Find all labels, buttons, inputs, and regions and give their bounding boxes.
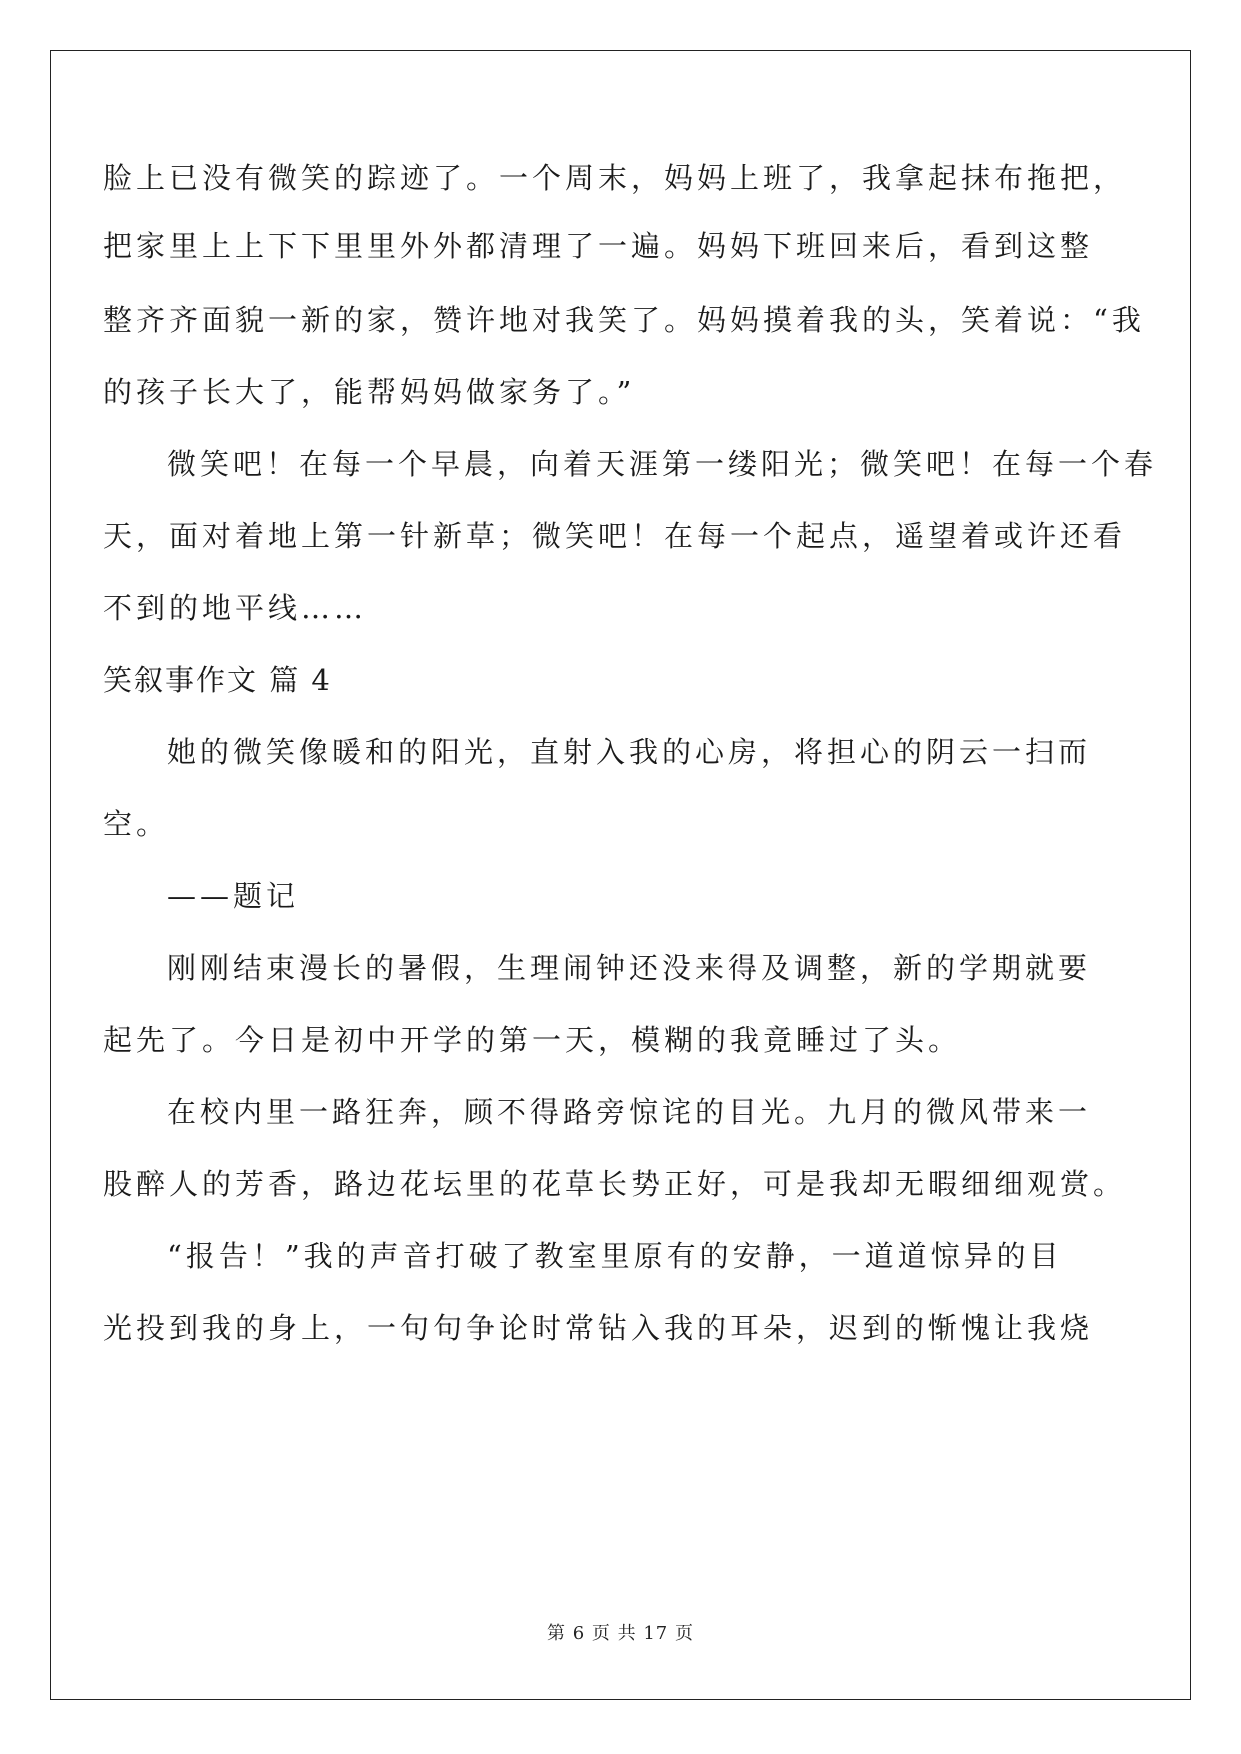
- paragraph-first-line: 微笑吧！在每一个早晨，向着天涯第一缕阳光；微笑吧！在每一个春: [167, 447, 1158, 481]
- paragraph-first-line: 她的微笑像暖和的阳光，直射入我的心房，将担心的阴云一扫而: [167, 735, 1092, 769]
- body-line: 不到的地平线……: [103, 591, 368, 625]
- paragraph-first-line: “报告！”我的声音打破了教室里原有的安静，一道道惊异的目: [167, 1239, 1063, 1273]
- body-line: 起先了。今日是初中开学的第一天，模糊的我竟睡过了头。: [103, 1023, 962, 1057]
- body-line: 把家里上上下下里里外外都清理了一遍。妈妈下班回来后，看到这整: [103, 229, 1094, 263]
- body-line: 天，面对着地上第一针新草；微笑吧！在每一个起点，遥望着或许还看: [103, 519, 1127, 553]
- body-line: 股醉人的芳香，路边花坛里的花草长势正好，可是我却无暇细细观赏。: [103, 1167, 1127, 1201]
- body-line: 整齐齐面貌一新的家，赞许地对我笑了。妈妈摸着我的头，笑着说：“我: [103, 303, 1145, 337]
- body-line: 空。: [103, 807, 170, 841]
- paragraph-first-line: 在校内里一路狂奔，顾不得路旁惊诧的目光。九月的微风带来一: [167, 1095, 1092, 1129]
- epigraph-attribution: ——题记: [167, 879, 300, 913]
- paragraph-first-line: 刚刚结束漫长的暑假，生理闹钟还没来得及调整，新的学期就要: [167, 951, 1092, 985]
- page-number-footer: 第 6 页 共 17 页: [547, 1623, 694, 1644]
- body-line: 的孩子长大了，能帮妈妈做家务了。”: [103, 375, 636, 409]
- body-line: 脸上已没有微笑的踪迹了。一个周末，妈妈上班了，我拿起抹布拖把，: [103, 161, 1127, 195]
- page-border: [50, 50, 1191, 1700]
- section-heading: 笑叙事作文 篇 4: [103, 663, 332, 697]
- body-line: 光投到我的身上，一句句争论时常钻入我的耳朵，迟到的惭愧让我烧: [103, 1311, 1094, 1345]
